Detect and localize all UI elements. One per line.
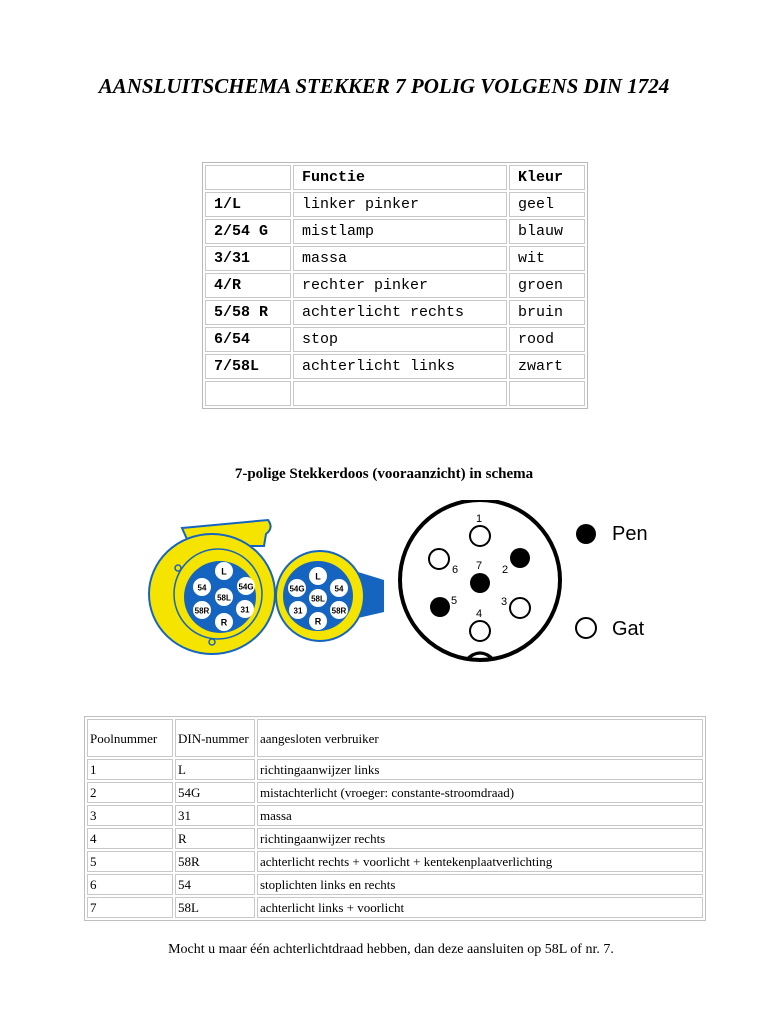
plug-pin	[330, 579, 348, 597]
table-row	[205, 327, 585, 352]
table-cell: 1/L	[205, 192, 291, 217]
socket-pin	[236, 600, 254, 618]
table-cell: achterlicht links	[293, 354, 507, 379]
pin-number: 2	[501, 564, 509, 576]
table-row	[205, 246, 585, 271]
table-cell: achterlicht rechts + voorlicht + kentekenplaatverlichting	[257, 851, 703, 872]
plug-pin	[309, 589, 327, 607]
pin-label: L	[221, 566, 227, 577]
table-cell: massa	[257, 805, 703, 826]
socket-pin	[193, 578, 211, 596]
table-cell: 7	[87, 897, 173, 918]
table-cell	[205, 381, 291, 406]
plug-pin	[309, 612, 327, 630]
table-cell: linker pinker	[293, 192, 507, 217]
pin-label: R	[220, 617, 228, 628]
table-row	[205, 192, 585, 217]
trailer-socket	[149, 520, 275, 654]
plug-pin	[289, 601, 307, 619]
plug-pin	[288, 579, 306, 597]
pin-label: 54	[197, 583, 207, 593]
table-cell: groen	[509, 273, 585, 298]
pin-label: R	[314, 616, 322, 627]
table-cell: rechter pinker	[293, 273, 507, 298]
pin-number: 6	[451, 564, 459, 576]
table-cell: blauw	[509, 219, 585, 244]
pin-label: 58L	[217, 593, 231, 603]
table-cell: bruin	[509, 300, 585, 325]
table-cell: richtingaanwijzer links	[257, 759, 703, 780]
table-cell: 7/58L	[205, 354, 291, 379]
table-row	[205, 300, 585, 325]
pin-number: 7	[475, 560, 483, 572]
table-row	[87, 759, 703, 780]
table-row	[87, 828, 703, 849]
table-cell: Functie	[293, 165, 507, 190]
table-row	[205, 381, 585, 406]
table-cell: 4	[87, 828, 173, 849]
table-cell: 2	[87, 782, 173, 803]
table-cell: Kleur	[509, 165, 585, 190]
plug-pin	[309, 567, 327, 585]
page-title: AANSLUITSCHEMA STEKKER 7 POLIG VOLGENS DIN 1724	[98, 74, 670, 98]
footnote: Mocht u maar één achterlichtdraad hebben, dan deze aansluiten op 58L of nr. 7.	[168, 942, 614, 957]
pin-label: 31	[293, 606, 303, 616]
table-cell: mistlamp	[293, 219, 507, 244]
table-cell: achterlicht rechts	[293, 300, 507, 325]
table-cell: stop	[293, 327, 507, 352]
table-cell: 5	[87, 851, 173, 872]
socket-pin	[215, 613, 233, 631]
table-cell: aangesloten verbruiker	[257, 719, 703, 757]
table-cell: L	[175, 759, 255, 780]
table-cell	[509, 381, 585, 406]
pin-number: 5	[450, 595, 458, 607]
pin-hole	[470, 526, 490, 546]
table-row	[87, 897, 703, 918]
table-cell	[205, 165, 291, 190]
table-cell: R	[175, 828, 255, 849]
table-header-row	[87, 719, 703, 757]
pin-pen	[470, 573, 490, 593]
table-header-row	[205, 165, 585, 190]
table-cell: 5/58 R	[205, 300, 291, 325]
table-row	[205, 273, 585, 298]
table-cell: 6	[87, 874, 173, 895]
pin-number: 4	[475, 608, 483, 620]
table-cell: mistachterlicht (vroeger: constante-stroomdraad)	[257, 782, 703, 803]
socket-pin	[193, 601, 211, 619]
socket-pin	[215, 562, 233, 580]
pin-number: 1	[475, 513, 483, 525]
table-cell: 3	[87, 805, 173, 826]
pin-hole	[429, 549, 449, 569]
table-cell: DIN-nummer	[175, 719, 255, 757]
connector-diagram	[140, 500, 670, 670]
table-cell	[293, 381, 507, 406]
pin-pen	[430, 597, 450, 617]
pin-label: 31	[240, 605, 250, 615]
table-row	[87, 851, 703, 872]
pin-label: 54G	[238, 582, 254, 592]
pin-label: 54	[334, 584, 344, 594]
table-cell: 3/31	[205, 246, 291, 271]
pin-number: 3	[500, 596, 508, 608]
socket-pin	[215, 588, 233, 606]
table-cell: rood	[509, 327, 585, 352]
legend-pen-label: Pen	[612, 523, 648, 545]
diagram-caption: 7-polige Stekkerdoos (vooraanzicht) in schema	[234, 466, 534, 482]
table-cell: 54G	[175, 782, 255, 803]
pen-icon	[576, 524, 596, 544]
table-cell: 1	[87, 759, 173, 780]
table-cell: Poolnummer	[87, 719, 173, 757]
table-cell: stoplichten links en rechts	[257, 874, 703, 895]
table-cell: 58R	[175, 851, 255, 872]
gat-icon	[576, 618, 596, 638]
table-row	[87, 874, 703, 895]
socket-pin	[237, 577, 255, 595]
table-row	[87, 782, 703, 803]
table-cell: massa	[293, 246, 507, 271]
table-row	[205, 219, 585, 244]
pin-label: 58R	[194, 606, 210, 616]
trailer-plug	[276, 551, 384, 641]
pin-assignment-table	[84, 716, 706, 921]
pin-label: 58R	[331, 606, 347, 616]
table-cell: 54	[175, 874, 255, 895]
table-cell: achterlicht links + voorlicht	[257, 897, 703, 918]
pin-label: 54G	[289, 584, 305, 594]
table-row	[205, 354, 585, 379]
table-cell: 58L	[175, 897, 255, 918]
table-cell: 4/R	[205, 273, 291, 298]
table-cell: richtingaanwijzer rechts	[257, 828, 703, 849]
pin-hole	[510, 598, 530, 618]
table-cell: 6/54	[205, 327, 291, 352]
table-cell: wit	[509, 246, 585, 271]
pin-label: 58L	[311, 594, 325, 604]
pin-pen	[510, 548, 530, 568]
table-cell: zwart	[509, 354, 585, 379]
pin-label: L	[315, 571, 321, 582]
pin-hole	[470, 621, 490, 641]
legend-gat-label: Gat	[612, 618, 645, 640]
plug-pin	[330, 601, 348, 619]
legend	[576, 523, 648, 640]
color-table	[202, 162, 588, 409]
pin-schematic	[400, 500, 560, 660]
table-cell: geel	[509, 192, 585, 217]
table-cell: 31	[175, 805, 255, 826]
table-cell: 2/54 G	[205, 219, 291, 244]
table-row	[87, 805, 703, 826]
